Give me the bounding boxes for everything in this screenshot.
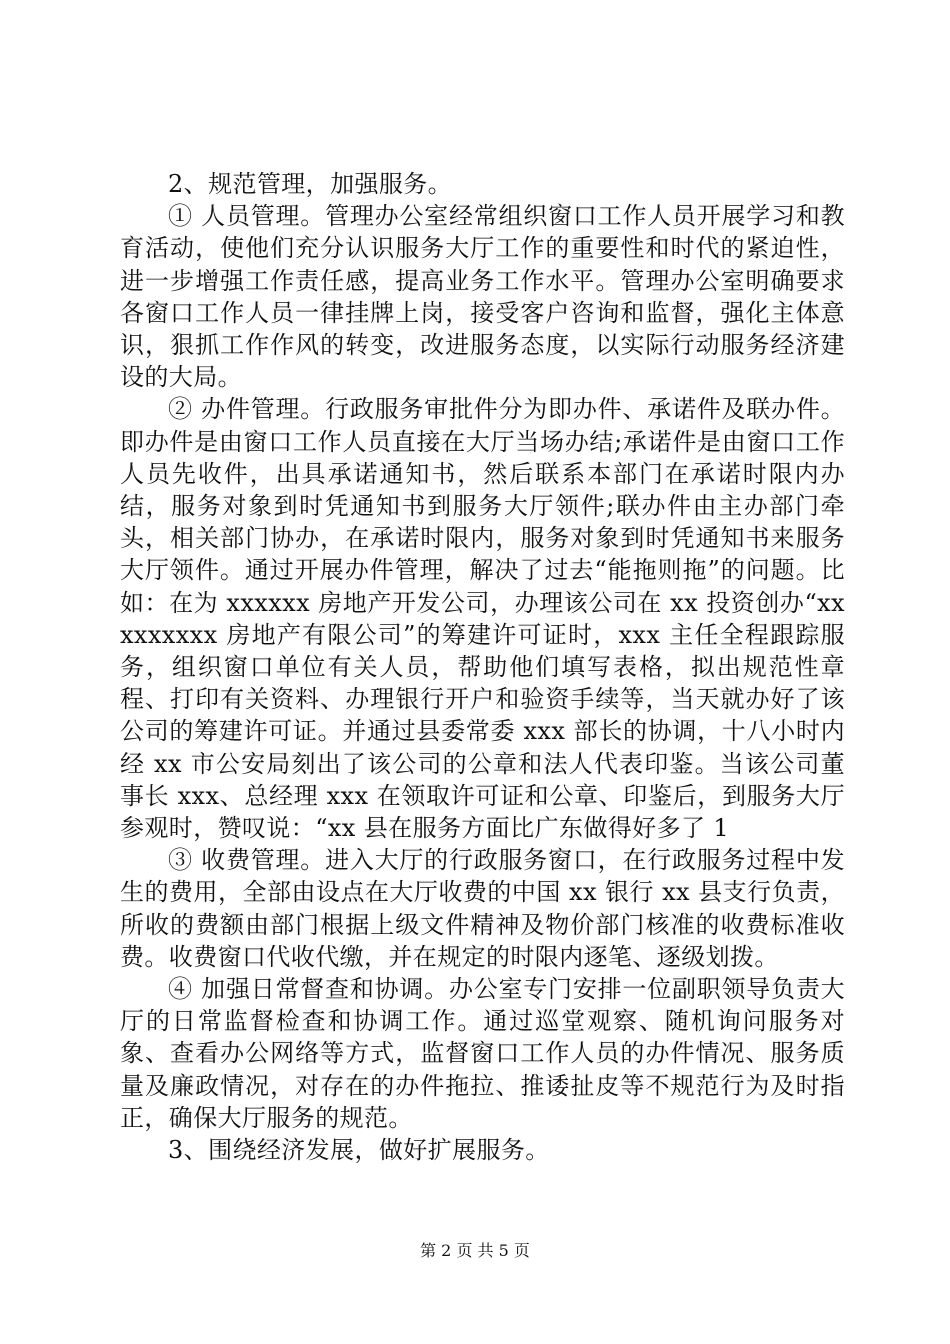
section-heading: 2、规范管理，加强服务。 — [168, 170, 453, 198]
document-body — [120, 168, 845, 1166]
paragraph-fee-management: ③ 收费管理。进入大厅的行政服务窗口，在行政服务过程中发生的费用，全部由设点在大厅收费的中国 xx 银行 xx 县支行负责，所收的费额由部门根据上级文件精神及物价部门核准的收费标准收费。收费窗口代收代缴，并在规定的时限内逐笔、逐级划拨。 — [120, 846, 845, 971]
paragraph-case-management: ② 办件管理。行政服务审批件分为即办件、承诺件及联办件。即办件是由窗口工作人员直接在大厅当场办结;承诺件是由窗口工作人员先收件，出具承诺通知书，然后联系本部门在承诺时限内办结，服务对象到时凭通知书到服务大厅领件;联办件由主办部门牵头，相关部门协办，在承诺时限内，服务对象到时凭通知书来服务大厅领件。通过开展办件管理，解决了过去“能拖则拖”的问题。比如：在为 xxxxxx 房地产开发公司，办理该公司在 xx 投资创办“xxxxxxxxx 房地产有限公司”的筹建许可证时，xxx 主任全程跟踪服务，组织窗口单位有关人员，帮助他们填写表格，拟出规范性章程、打印有关资料、办理银行开户和验资手续等，当天就办好了该公司的筹建许可证。并通过县委常委 xxx 部长的协调，十八小时内经 xx 市公安局刻出了该公司的公章和法人代表印鉴。当该公司董事长 xxx、总经理 xxx 在领取许可证和公章、印鉴后，到服务大厅参观时，赞叹说：“xx 县在服务方面比广东做得好多了 1 — [120, 395, 845, 843]
paragraph-personnel-management: ① 人员管理。管理办公室经常组织窗口工作人员开展学习和教育活动，使他们充分认识服务大厅工作的重要性和时代的紧迫性，进一步增强工作责任感，提高业务工作水平。管理办公室明确要求各窗口工作人员一律挂牌上岗，接受客户咨询和监督，强化主体意识，狠抓工作作风的转变，改进服务态度，以实际行动服务经济建设的大局。 — [120, 202, 845, 392]
page-number-footer: 第 2 页 共 5 页 — [420, 1241, 530, 1260]
section-heading: 3、围绕经济发展，做好扩展服务。 — [168, 1136, 550, 1165]
paragraph-supervision: ④ 加强日常督查和协调。办公室专门安排一位副职领导负责大厅的日常监督检查和协调工作。通过巡堂观察、随机询问服务对象、查看办公网络等方式，监督窗口工作人员的办件情况、服务质量及廉政情况，对存在的办件拖拉、推诿扯皮等不规范行为及时指正，确保大厅服务的规范。 — [120, 975, 845, 1132]
